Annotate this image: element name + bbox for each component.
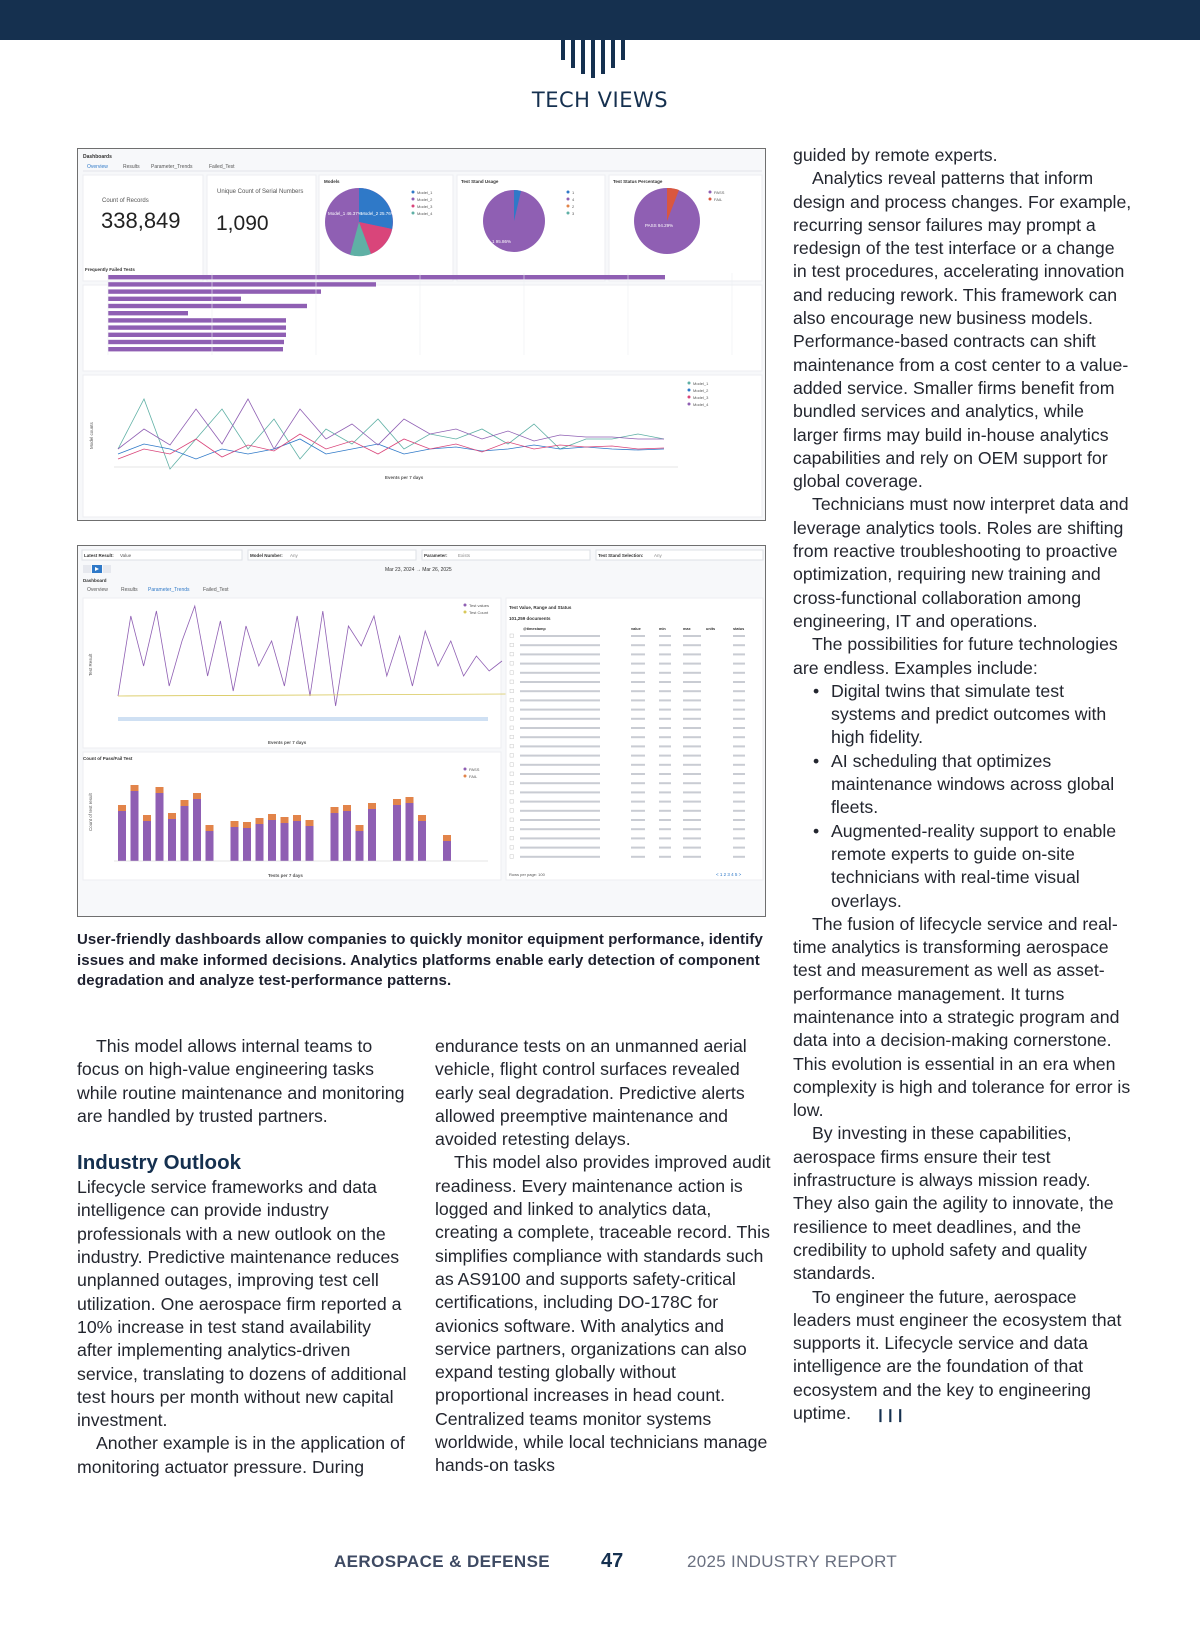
fail-bar — [131, 785, 139, 791]
row-cell — [733, 653, 745, 655]
dashboards-header: Dashboards — [83, 154, 112, 160]
row-cell — [683, 801, 701, 803]
pass-bar — [331, 813, 339, 861]
svg-text:Latest Result:: Latest Result: — [84, 553, 114, 558]
row-cell — [520, 727, 600, 729]
date-range[interactable]: Mar 23, 2024 → Mar 26, 2025 — [385, 567, 452, 573]
row-cell — [683, 856, 701, 858]
paragraph: The fusion of lifecycle service and real-time analytics is transforming aerospace test and measurement as well as asset-performance management. It turns maintenance into a strategic program and data into a decision-making cornerstone. This evolution is essential in an era when complexity is high and tolerance for error is low. — [793, 913, 1131, 1121]
svg-text:PASS: PASS — [469, 767, 480, 772]
row-cell — [683, 782, 701, 784]
row-cell — [520, 718, 600, 720]
failed-test-bar — [108, 304, 307, 308]
pass-bar — [143, 821, 151, 861]
row-cell — [683, 745, 701, 747]
row-cell — [631, 644, 645, 646]
row-cell — [520, 681, 600, 683]
row-cell — [520, 847, 600, 849]
row-cell — [733, 681, 745, 683]
svg-text:Any: Any — [290, 553, 298, 558]
row-cell — [683, 810, 701, 812]
pass-bar — [131, 791, 139, 861]
fail-bar — [281, 817, 289, 823]
pass-bar — [368, 809, 376, 861]
row-cell — [631, 782, 645, 784]
svg-text:max: max — [683, 627, 691, 631]
row-cell — [520, 736, 600, 738]
dashboard-parameter-trends-figure — [77, 545, 766, 917]
row-cell — [520, 801, 600, 803]
row-cell — [659, 801, 671, 803]
row-cell — [683, 755, 701, 757]
row-cell — [631, 801, 645, 803]
row-cell — [733, 736, 745, 738]
dashboard-overview-figure — [77, 148, 766, 521]
svg-text:Test Stand Selection:: Test Stand Selection: — [598, 553, 644, 558]
pass-bar — [306, 826, 314, 861]
tab-failed-test[interactable]: Failed_Test — [209, 164, 235, 170]
fail-bar — [243, 822, 251, 828]
test-status-pie-chart — [634, 188, 700, 254]
time-controls — [83, 565, 111, 573]
svg-text:Model_2: Model_2 — [417, 197, 433, 202]
pass-bar — [418, 821, 426, 861]
line-y-label: Model counts — [89, 422, 94, 449]
svg-text:Any: Any — [654, 553, 662, 558]
fail-bar — [168, 813, 176, 819]
publication-name: AEROSPACE & DEFENSE — [334, 1552, 551, 1571]
test-status-title: Test Status Percentage — [613, 179, 663, 184]
row-cell — [733, 837, 745, 839]
row-cell — [631, 653, 645, 655]
row-cell — [683, 690, 701, 692]
article-column-2 — [435, 1035, 771, 1478]
row-cell — [520, 828, 600, 830]
row-cell — [659, 699, 671, 701]
row-cell — [631, 663, 645, 665]
row-cell — [733, 773, 745, 775]
row-cell — [733, 709, 745, 711]
failed-test-bar — [108, 275, 665, 279]
table-title: Test Value, Range and Status — [509, 605, 572, 610]
paragraph: By investing in these capabilities, aerospace firms ensure their test infrastructure is always mission ready. They also gain the agility to innovate, the resilience to meet deadlines, and the credibility to uphold safety and quality standards. — [793, 1123, 1114, 1284]
row-cell — [659, 653, 671, 655]
row-cell — [683, 837, 701, 839]
row-cell — [631, 828, 645, 830]
header-bar — [0, 0, 1200, 40]
fail-bar — [418, 815, 426, 821]
svg-text:value: value — [631, 627, 641, 631]
dashboard-label: Dashboard — [83, 578, 107, 583]
row-cell — [733, 718, 745, 720]
row-cell — [683, 709, 701, 711]
paragraph: Analytics reveal patterns that inform design and process changes. For example, recurring sensor failures may prompt a redesign of the test interface or a change in test procedures, accelerating innovation and reducing rework. This framework can also encourage new business models. Performance-based contracts can shift maintenance from a cost center to a value-added service. Smaller firms benefit from bundled services and analytics, while larger firms may build in-house analytics capabilities and rely on OEM support for global coverage. — [793, 168, 1132, 492]
row-cell — [733, 690, 745, 692]
tab-failed-test[interactable]: Failed_Test — [203, 587, 229, 593]
svg-text:Model_3: Model_3 — [417, 204, 433, 209]
row-cell — [683, 681, 701, 683]
row-cell — [631, 635, 645, 637]
row-cell — [733, 635, 745, 637]
time-brush — [118, 717, 488, 721]
failed-test-bar — [108, 297, 241, 301]
filter-row — [82, 550, 763, 560]
row-cell — [520, 764, 600, 766]
row-cell — [659, 847, 671, 849]
svg-text:Model Number:: Model Number: — [250, 553, 283, 558]
passfail-x-label: Tests per 7 days — [268, 873, 303, 878]
row-cell — [520, 690, 600, 692]
rows-per-page[interactable]: Rows per page: 100 — [509, 872, 545, 877]
count-of-records-value: 338,849 — [101, 208, 181, 233]
failed-test-bar — [108, 333, 286, 337]
tab-results[interactable]: Results — [123, 164, 140, 170]
svg-text:PASS: PASS — [714, 190, 725, 195]
trend-x-label: Events per 7 days — [268, 740, 307, 745]
pass-bar — [193, 799, 201, 861]
fail-bar — [406, 797, 414, 803]
row-cell — [520, 810, 600, 812]
models-label-1: Model_1 46.37% — [328, 211, 362, 216]
row-cell — [631, 727, 645, 729]
row-cell — [683, 791, 701, 793]
svg-text:Model_4: Model_4 — [417, 211, 433, 216]
row-cell — [683, 764, 701, 766]
row-cell — [659, 727, 671, 729]
row-cell — [659, 672, 671, 674]
line-x-label: Events per 7 days — [385, 475, 424, 480]
row-cell — [659, 755, 671, 757]
paragraph: This model also provides improved audit readiness. Every maintenance action is logged and linked to analytics data, creating a complete, traceable record. This simplifies compliance with standards such as AS9100 and supports safety-critical certifications, including DO-178C for avionics software. With analytics and service partners, organizations can also expand testing globally without proportional increases in head count. Centralized teams monitor systems worldwide, while local technicians manage hands-on tasks — [435, 1152, 771, 1476]
row-cell — [520, 635, 600, 637]
pass-fail-title: Count of Pass/Fail Test — [83, 756, 133, 761]
row-cell — [683, 644, 701, 646]
row-cell — [631, 856, 645, 858]
row-cell — [631, 847, 645, 849]
svg-text:min: min — [659, 627, 666, 631]
svg-text:4: 4 — [572, 197, 575, 202]
pass-bar — [118, 811, 126, 861]
row-cell — [659, 736, 671, 738]
row-cell — [631, 672, 645, 674]
paragraph: Lifecycle service frameworks and data intelligence can provide industry professionals with a new outlook on the industry. Predictive maintenance reduces unplanned outages, improving test cell utilization. One aerospace firm reported a 10% increase in test stand availability after implementing analytics-driven service, translating to dozens of additional test hours per month without new capital investment. — [77, 1177, 407, 1431]
pass-bar — [156, 793, 164, 861]
fail-bar — [206, 825, 214, 831]
row-cell — [683, 653, 701, 655]
row-cell — [520, 782, 600, 784]
pass-bar — [231, 827, 239, 861]
row-cell — [520, 837, 600, 839]
tab-overview[interactable]: Overview — [87, 164, 108, 170]
models-pie-chart — [325, 188, 393, 256]
svg-text:@timestamp: @timestamp — [523, 627, 546, 631]
paragraph: This model allows internal teams to focus on high-value engineering tasks while routine maintenance and monitoring are handled by trusted partners. — [77, 1036, 405, 1126]
row-cell — [520, 663, 600, 665]
row-cell — [659, 837, 671, 839]
row-cell — [520, 819, 600, 821]
row-cell — [631, 690, 645, 692]
row-cell — [733, 782, 745, 784]
frequently-failed-title: Frequently Failed Tests — [85, 267, 135, 272]
row-cell — [659, 773, 671, 775]
pass-bar — [443, 841, 451, 861]
pass-bar — [393, 805, 401, 861]
row-cell — [683, 847, 701, 849]
row-cell — [733, 727, 745, 729]
figure-caption: User-friendly dashboards allow companies to quickly monitor equipment performance, identify issues and make informed decisions. Analytics platforms enable early detection of component degradation and analyze test-performance patterns. — [77, 931, 763, 990]
row-cell — [631, 764, 645, 766]
row-cell — [683, 718, 701, 720]
svg-text:Value: Value — [120, 553, 132, 558]
row-cell — [659, 782, 671, 784]
row-cell — [733, 819, 745, 821]
fail-bar — [118, 805, 126, 811]
fail-bar — [231, 821, 239, 827]
row-cell — [631, 819, 645, 821]
fail-bar — [143, 815, 151, 821]
row-cell — [659, 791, 671, 793]
row-cell — [733, 856, 745, 858]
row-cell — [733, 791, 745, 793]
svg-text:Model_1: Model_1 — [693, 381, 709, 386]
unique-serial-label: Unique Count of Serial Numbers — [217, 189, 304, 195]
svg-text:Model_4: Model_4 — [693, 402, 709, 407]
section-logo-icon — [559, 40, 643, 78]
table-count: 101,259 documents — [509, 616, 551, 621]
failed-test-bar — [108, 311, 188, 315]
row-cell — [631, 755, 645, 757]
row-cell — [520, 653, 600, 655]
pass-bar — [181, 806, 189, 861]
end-mark-icon: ❙❙❙ — [874, 1407, 905, 1423]
svg-text:3: 3 — [572, 211, 575, 216]
row-cell — [733, 663, 745, 665]
svg-text:2: 2 — [572, 204, 575, 209]
next-icon[interactable] — [103, 565, 111, 573]
row-cell — [631, 699, 645, 701]
failed-test-bar — [108, 318, 286, 322]
row-cell — [733, 644, 745, 646]
row-cell — [631, 810, 645, 812]
svg-text:status: status — [733, 627, 745, 631]
list-item: • AI scheduling that optimizes maintenance windows across global fleets. — [813, 750, 1133, 820]
row-cell — [520, 856, 600, 858]
page-number: 47 — [601, 1550, 624, 1572]
row-cell — [659, 856, 671, 858]
svg-text:Model_3: Model_3 — [693, 395, 709, 400]
article-column-3 — [793, 144, 1133, 1426]
pass-bar — [168, 819, 176, 861]
row-cell — [733, 828, 745, 830]
fail-bar — [256, 818, 264, 824]
pass-bar — [343, 811, 351, 861]
paragraph: The possibilities for future technologies are endless. Examples include: — [793, 634, 1118, 678]
row-cell — [683, 663, 701, 665]
row-cell — [631, 709, 645, 711]
row-cell — [683, 819, 701, 821]
svg-text:units: units — [706, 627, 716, 631]
failed-test-bar — [108, 347, 283, 351]
failed-test-bar — [108, 289, 321, 293]
failed-test-bar — [108, 325, 286, 329]
failed-test-bar — [108, 282, 376, 286]
svg-text:Model_1: Model_1 — [417, 190, 433, 195]
row-cell — [520, 644, 600, 646]
row-cell — [631, 773, 645, 775]
fail-bar — [443, 835, 451, 841]
row-cell — [683, 773, 701, 775]
svg-text:Exists: Exists — [458, 553, 471, 558]
paragraph: Another example is in the application of monitoring actuator pressure. During — [77, 1433, 405, 1477]
pass-bar — [243, 828, 251, 861]
row-cell — [683, 699, 701, 701]
row-cell — [733, 764, 745, 766]
article-column-1 — [77, 1035, 407, 1479]
row-cell — [683, 828, 701, 830]
test-status-label: PASS 94.29% — [645, 223, 674, 228]
paragraph: guided by remote experts. — [793, 145, 998, 165]
pagination[interactable]: < 1 2 3 4 5 > — [716, 872, 742, 877]
row-cell — [659, 644, 671, 646]
row-cell — [520, 773, 600, 775]
row-cell — [659, 745, 671, 747]
list-item: • Digital twins that simulate test systems and predict outcomes with high fidelity. — [813, 680, 1133, 750]
passfail-y-label: Count of test result — [88, 793, 93, 831]
row-cell — [631, 837, 645, 839]
row-cell — [733, 672, 745, 674]
closing-paragraph: To engineer the future, aerospace leaders must engineer the ecosystem that supports it. Lifecycle service and data intelligence are the foundation of that ecosystem and the key to engineering uptime. — [793, 1286, 1122, 1424]
row-cell — [659, 810, 671, 812]
svg-text:Test Count: Test Count — [469, 610, 489, 615]
svg-text:FAIL: FAIL — [714, 197, 723, 202]
row-cell — [520, 672, 600, 674]
list-item: • Augmented-reality support to enable remote experts to guide on-site technicians with real-time visual overlays. — [813, 820, 1133, 913]
row-cell — [733, 699, 745, 701]
pass-bar — [406, 803, 414, 861]
row-cell — [520, 709, 600, 711]
fail-bar — [331, 807, 339, 813]
pass-bar — [206, 831, 214, 861]
paragraph: Technicians must now interpret data and leverage analytics tools. Roles are shifting from reactive troubleshooting to proactive optimization, requiring new training and cross-functional collaboration among engineering, IT and operations. — [793, 494, 1129, 631]
row-cell — [733, 847, 745, 849]
test-stand-title: Test Stand Usage — [461, 179, 499, 184]
svg-text:Test values: Test values — [469, 603, 490, 608]
fail-bar — [268, 814, 276, 820]
section-heading: Industry Outlook — [77, 1151, 241, 1175]
pass-bar — [293, 821, 301, 861]
fail-bar — [156, 787, 164, 793]
row-cell — [520, 745, 600, 747]
row-cell — [659, 709, 671, 711]
tab-parameter-trends[interactable]: Parameter_Trends — [148, 587, 190, 593]
row-cell — [733, 801, 745, 803]
row-cell — [520, 755, 600, 757]
fail-bar — [181, 800, 189, 806]
tab-results[interactable]: Results — [121, 587, 138, 593]
row-cell — [520, 699, 600, 701]
svg-text:1: 1 — [572, 190, 575, 195]
row-cell — [659, 764, 671, 766]
pass-bar — [356, 831, 364, 861]
row-cell — [631, 736, 645, 738]
paragraph: endurance tests on an unmanned aerial vehicle, flight control surfaces revealed early seal degradation. Predictive alerts allowed preemptive maintenance and avoided retesting delays. — [435, 1036, 747, 1150]
row-cell — [683, 635, 701, 637]
row-cell — [631, 718, 645, 720]
row-cell — [659, 635, 671, 637]
unique-serial-value: 1,090 — [216, 212, 269, 235]
fail-bar — [293, 815, 301, 821]
paragraph — [793, 1286, 1133, 1427]
row-cell — [683, 736, 701, 738]
row-cell — [520, 791, 600, 793]
models-label-2: Model_2 25.76% — [361, 211, 395, 216]
fail-bar — [343, 805, 351, 811]
fail-bar — [356, 825, 364, 831]
page-footer — [0, 1550, 1200, 1574]
row-cell — [631, 681, 645, 683]
report-name: 2025 INDUSTRY REPORT — [687, 1552, 898, 1571]
failed-test-bar — [108, 340, 284, 344]
row-cell — [631, 791, 645, 793]
fail-bar — [193, 793, 201, 799]
row-cell — [659, 718, 671, 720]
fail-bar — [306, 820, 314, 826]
trend-y-label: Test Result — [88, 653, 93, 676]
models-title: Models — [324, 179, 340, 184]
pass-bar — [281, 823, 289, 861]
row-cell — [659, 819, 671, 821]
row-cell — [659, 663, 671, 665]
row-cell — [733, 755, 745, 757]
section-title: TECH VIEWS — [531, 88, 669, 112]
svg-text:Model_2: Model_2 — [693, 388, 709, 393]
tab-overview[interactable]: Overview — [87, 587, 108, 593]
row-cell — [733, 810, 745, 812]
row-cell — [659, 828, 671, 830]
tab-parameter-trends[interactable]: Parameter_Trends — [151, 164, 193, 170]
row-cell — [683, 727, 701, 729]
prev-icon[interactable] — [83, 565, 91, 573]
row-cell — [733, 745, 745, 747]
examples-list — [813, 680, 1133, 913]
row-cell — [659, 690, 671, 692]
row-cell — [659, 681, 671, 683]
row-cell — [631, 745, 645, 747]
pass-bar — [268, 820, 276, 861]
row-cell — [683, 672, 701, 674]
count-of-records-label: Count of Records — [102, 198, 149, 204]
test-stand-label: 1 95.86% — [492, 239, 512, 244]
fail-bar — [368, 803, 376, 809]
pass-bar — [256, 824, 264, 861]
fail-bar — [393, 799, 401, 805]
svg-text:Parameter:: Parameter: — [424, 553, 448, 558]
svg-text:FAIL: FAIL — [469, 774, 478, 779]
